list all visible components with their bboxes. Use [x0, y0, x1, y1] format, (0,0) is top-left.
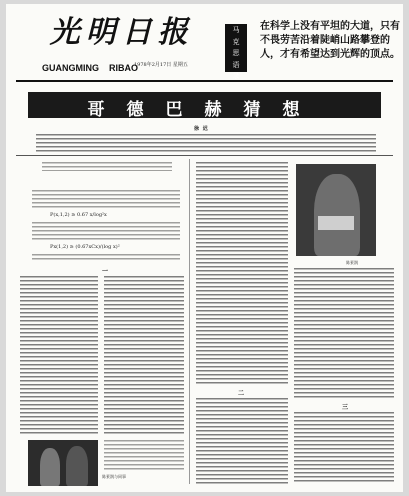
middle-column-body-a	[196, 162, 288, 384]
headline-title: 哥德巴赫猜想	[87, 100, 322, 120]
quotation-label-char: 思	[232, 49, 240, 57]
figure-person	[40, 448, 60, 486]
masthead-rule	[16, 80, 393, 82]
figure-person	[66, 446, 88, 486]
newspaper-page	[6, 4, 403, 492]
left-epigraph	[42, 162, 172, 171]
section-two-marker: 二	[238, 390, 245, 397]
left-column-body-a	[20, 276, 98, 436]
left-formula-text-2	[32, 254, 180, 262]
intro-paragraph	[36, 134, 376, 154]
section-three-marker: 三	[342, 404, 349, 411]
masthead-english-name	[42, 63, 148, 73]
article-author: 徐 迟	[194, 126, 209, 132]
formula-2: Px(1,2) ≥ (0.67xCx)/(log x)²	[50, 244, 120, 250]
marx-quote: 在科学上没有平坦的大道，只有不畏劳苦沿着陡峭山路攀登的人，才有希望达到光辉的顶点。	[260, 21, 400, 60]
quotation-label-box	[225, 24, 247, 80]
headline-banner	[28, 92, 381, 118]
masthead-logo: 光明日报	[47, 15, 201, 50]
quotation-label-char: 录	[232, 72, 240, 80]
left-intro-text	[32, 190, 180, 208]
left-formula-text	[32, 222, 180, 242]
figure-book	[318, 216, 354, 230]
photo-bottom-caption: 陈景润与同事	[102, 474, 126, 479]
quotation-label-char: 马	[232, 26, 240, 34]
section-rule	[16, 155, 393, 156]
masthead-english-part-1: GUANGMING	[42, 63, 99, 73]
quotation-label-char: 克	[232, 37, 240, 46]
right-column-body-b	[294, 412, 394, 484]
column-divider	[189, 159, 190, 484]
photo-main-caption: 陈景润	[346, 260, 358, 265]
photo-bottom-left	[28, 440, 98, 486]
middle-column-body-b	[196, 398, 288, 484]
photo-main	[296, 164, 376, 256]
left-column-body-c	[104, 440, 184, 472]
formula-1: P(x,1,2) ≥ 0.67 x/log²x	[50, 212, 107, 218]
issue-info: 1978年2月17日 星期五	[134, 62, 188, 68]
section-one-marker: 一	[102, 268, 109, 275]
left-column-body-b	[104, 276, 184, 436]
quotation-label-char: 语	[232, 60, 240, 69]
masthead-english-part-2: RIBAO	[109, 63, 138, 73]
right-column-body-a	[294, 268, 394, 398]
figure-person	[314, 174, 360, 256]
